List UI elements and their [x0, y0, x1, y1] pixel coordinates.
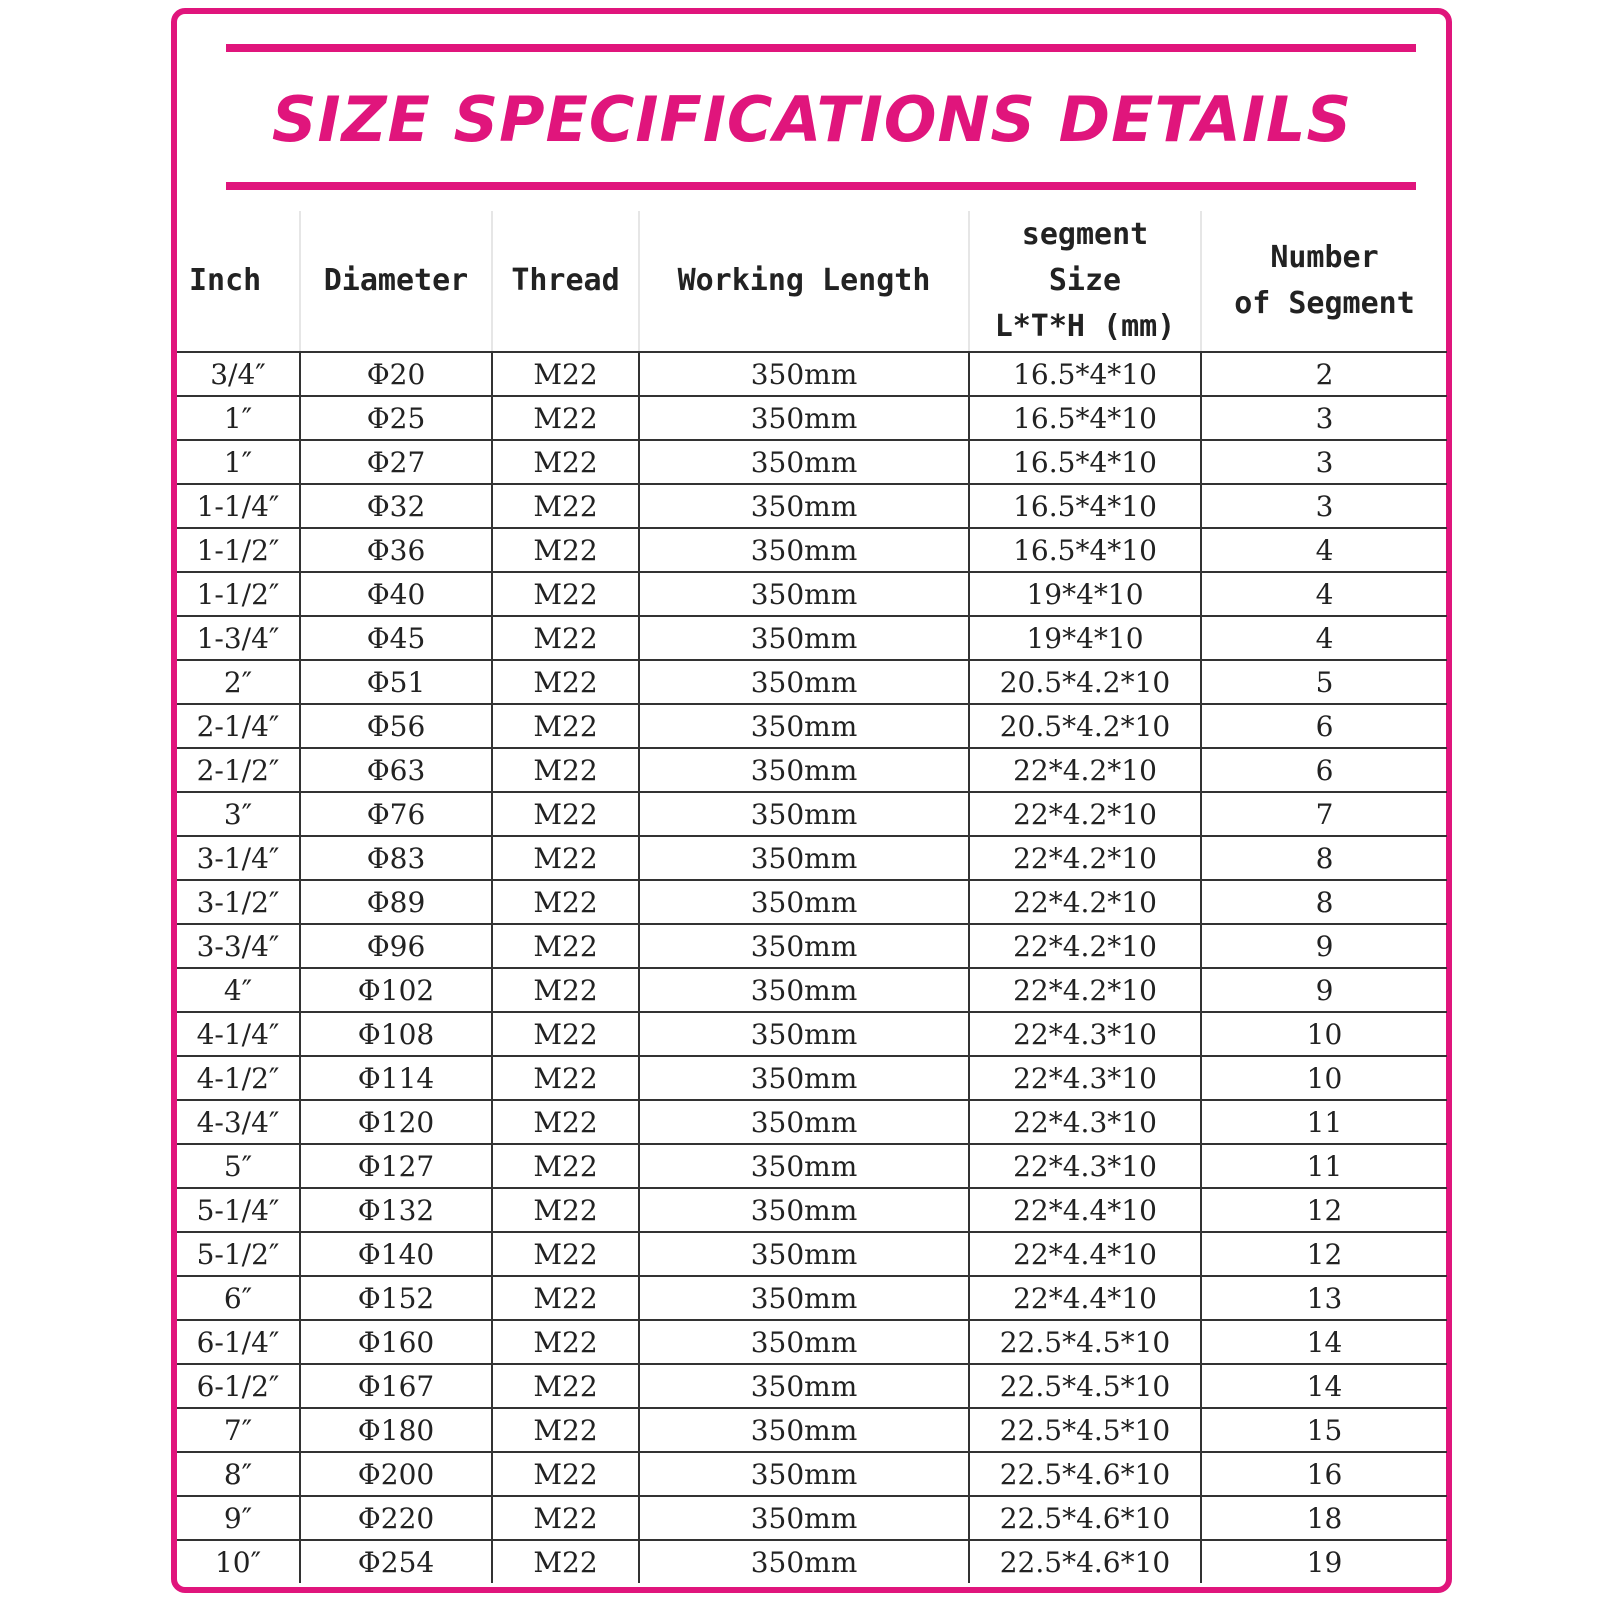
cell-thread: M22 [492, 1452, 639, 1496]
table-row [177, 1452, 1447, 1496]
cell-thread: M22 [492, 1056, 639, 1100]
cell-working-length: 350mm [639, 704, 969, 748]
cell-working-length: 350mm [639, 440, 969, 484]
cell-segment-size: 16.5*4*10 [969, 352, 1201, 396]
cell-thread: M22 [492, 484, 639, 528]
header-label-line: Diameter [323, 263, 469, 298]
table-row [177, 1276, 1447, 1320]
cell-inch: 4-1/4″ [177, 1012, 300, 1056]
header-diameter [300, 211, 492, 352]
cell-thread: M22 [492, 748, 639, 792]
cell-number-of-segment: 4 [1201, 528, 1447, 572]
cell-working-length: 350mm [639, 1188, 969, 1232]
header-thread [492, 211, 639, 352]
cell-thread: M22 [492, 704, 639, 748]
cell-diameter: Φ20 [300, 352, 492, 396]
cell-inch: 5-1/4″ [177, 1188, 300, 1232]
cell-diameter: Φ140 [300, 1232, 492, 1276]
cell-diameter: Φ83 [300, 836, 492, 880]
cell-segment-size: 22*4.3*10 [969, 1012, 1201, 1056]
cell-inch: 9″ [177, 1496, 300, 1540]
cell-thread: M22 [492, 440, 639, 484]
cell-thread: M22 [492, 1276, 639, 1320]
cell-diameter: Φ40 [300, 572, 492, 616]
cell-working-length: 350mm [639, 396, 969, 440]
cell-working-length: 350mm [639, 968, 969, 1012]
header-working-length [639, 211, 969, 352]
cell-number-of-segment: 6 [1201, 748, 1447, 792]
cell-number-of-segment: 10 [1201, 1056, 1447, 1100]
title-top-rule [226, 44, 1416, 52]
cell-number-of-segment: 9 [1201, 968, 1447, 1012]
table-row [177, 924, 1447, 968]
cell-working-length: 350mm [639, 1232, 969, 1276]
cell-thread: M22 [492, 1144, 639, 1188]
cell-segment-size: 22*4.4*10 [969, 1232, 1201, 1276]
cell-diameter: Φ25 [300, 396, 492, 440]
cell-inch: 5″ [177, 1144, 300, 1188]
cell-thread: M22 [492, 836, 639, 880]
cell-number-of-segment: 7 [1201, 792, 1447, 836]
cell-inch: 3-3/4″ [177, 924, 300, 968]
cell-thread: M22 [492, 572, 639, 616]
table-row [177, 660, 1447, 704]
table-row [177, 1496, 1447, 1540]
table-body [177, 352, 1447, 1583]
table-row [177, 1012, 1447, 1056]
cell-number-of-segment: 11 [1201, 1100, 1447, 1144]
cell-inch: 5-1/2″ [177, 1232, 300, 1276]
cell-diameter: Φ132 [300, 1188, 492, 1232]
cell-segment-size: 22.5*4.6*10 [969, 1540, 1201, 1583]
header-label-line: of Segment [1234, 286, 1415, 321]
cell-working-length: 350mm [639, 572, 969, 616]
cell-inch: 8″ [177, 1452, 300, 1496]
cell-segment-size: 22*4.2*10 [969, 836, 1201, 880]
cell-number-of-segment: 9 [1201, 924, 1447, 968]
size-spec-table [177, 211, 1447, 1583]
cell-thread: M22 [492, 1320, 639, 1364]
table-row [177, 440, 1447, 484]
page-title: SIZE SPECIFICATIONS DETAILS [271, 83, 1353, 156]
cell-inch: 10″ [177, 1540, 300, 1583]
cell-diameter: Φ152 [300, 1276, 492, 1320]
cell-number-of-segment: 19 [1306, 1545, 1343, 1579]
cell-working-length: 350mm [639, 924, 969, 968]
cell-segment-size: 22.5*4.5*10 [969, 1408, 1201, 1452]
cell-diameter: Φ167 [300, 1364, 492, 1408]
table-row [177, 1056, 1447, 1100]
cell-segment-size: 22*4.4*10 [969, 1276, 1201, 1320]
cell-working-length: 350mm [639, 1100, 969, 1144]
cell-inch: 1-1/4″ [177, 484, 300, 528]
header-label-line: Thread [511, 263, 620, 298]
table-row [177, 528, 1447, 572]
table-row [177, 792, 1447, 836]
cell-segment-size: 22*4.3*10 [969, 1056, 1201, 1100]
cell-diameter: Φ160 [300, 1320, 492, 1364]
cell-inch: 2″ [177, 660, 300, 704]
cell-diameter: Φ96 [300, 924, 492, 968]
cell-number-of-segment: 15 [1201, 1408, 1447, 1452]
cell-working-length: 350mm [639, 528, 969, 572]
cell-working-length: 350mm [639, 484, 969, 528]
cell-number-of-segment: 2 [1201, 352, 1447, 396]
cell-inch: 4-1/2″ [177, 1056, 300, 1100]
cell-thread: M22 [492, 924, 639, 968]
cell-thread: M22 [492, 792, 639, 836]
cell-working-length: 350mm [639, 616, 969, 660]
cell-diameter: Φ76 [300, 792, 492, 836]
cell-segment-size: 22.5*4.6*10 [969, 1496, 1201, 1540]
cell-segment-size: 19*4*10 [969, 616, 1201, 660]
table-header-row [177, 211, 1447, 352]
table-row [177, 484, 1447, 528]
cell-segment-size: 22*4.4*10 [969, 1188, 1201, 1232]
cell-segment-size: 22*4.2*10 [969, 748, 1201, 792]
table-row [177, 1144, 1447, 1188]
cell-thread: M22 [492, 616, 639, 660]
table-row [177, 880, 1447, 924]
cell-thread: M22 [492, 1100, 639, 1144]
table-row [177, 1408, 1447, 1452]
table-row [177, 352, 1447, 396]
cell-diameter: Φ36 [300, 528, 492, 572]
cell-number-of-segment: 8 [1201, 880, 1447, 924]
cell-thread: M22 [492, 1408, 639, 1452]
cell-thread: M22 [492, 660, 639, 704]
header-label-line: Size [1048, 263, 1122, 298]
cell-diameter: Φ102 [300, 968, 492, 1012]
cell-segment-size: 22*4.2*10 [969, 792, 1201, 836]
table-row [177, 1100, 1447, 1144]
cell-diameter: Φ180 [300, 1408, 492, 1452]
cell-diameter: Φ63 [300, 748, 492, 792]
cell-segment-size: 22*4.3*10 [969, 1144, 1201, 1188]
cell-working-length: 350mm [639, 1012, 969, 1056]
cell-segment-size: 20.5*4.2*10 [969, 704, 1201, 748]
cell-thread: M22 [492, 1012, 639, 1056]
table-row [177, 968, 1447, 1012]
cell-inch: 6-1/4″ [177, 1320, 300, 1364]
cell-inch: 1″ [177, 440, 300, 484]
cell-thread: M22 [492, 1364, 639, 1408]
cell-inch: 1-1/2″ [177, 572, 300, 616]
cell-inch: 6-1/2″ [177, 1364, 300, 1408]
cell-thread: M22 [492, 1540, 639, 1583]
cell-thread: M22 [492, 1496, 639, 1540]
cell-inch: 4-3/4″ [177, 1100, 300, 1144]
header-segment-size [969, 211, 1201, 352]
table-row [177, 1540, 1447, 1583]
cell-thread: M22 [492, 1188, 639, 1232]
cell-inch: 1-1/2″ [177, 528, 300, 572]
title-bottom-rule [226, 182, 1416, 190]
table-row [177, 1364, 1447, 1408]
cell-working-length: 350mm [639, 1276, 969, 1320]
cell-diameter: Φ220 [300, 1496, 492, 1540]
cell-working-length: 350mm [639, 880, 969, 924]
cell-inch: 4″ [177, 968, 300, 1012]
cell-diameter: Φ56 [300, 704, 492, 748]
cell-number-of-segment: 3 [1201, 396, 1447, 440]
cell-diameter: Φ89 [300, 880, 492, 924]
table-row [177, 572, 1447, 616]
cell-diameter: Φ200 [300, 1452, 492, 1496]
cell-diameter: Φ127 [300, 1144, 492, 1188]
cell-segment-size: 22*4.3*10 [969, 1100, 1201, 1144]
cell-inch: 3/4″ [177, 352, 300, 396]
table-row [177, 1188, 1447, 1232]
cell-working-length: 350mm [639, 1320, 969, 1364]
cell-diameter: Φ27 [300, 440, 492, 484]
cell-diameter: Φ254 [300, 1540, 492, 1583]
cell-thread: M22 [492, 396, 639, 440]
cell-working-length: 350mm [639, 748, 969, 792]
cell-diameter: Φ120 [300, 1100, 492, 1144]
cell-diameter: Φ45 [300, 616, 492, 660]
cell-working-length: 350mm [639, 1452, 969, 1496]
cell-segment-size: 22.5*4.6*10 [969, 1452, 1201, 1496]
cell-number-of-segment: 6 [1201, 704, 1447, 748]
table-row [177, 1232, 1447, 1276]
cell-diameter: Φ51 [300, 660, 492, 704]
cell-inch: 1-3/4″ [177, 616, 300, 660]
cell-inch: 2-1/2″ [177, 748, 300, 792]
table-row [177, 616, 1447, 660]
cell-inch: 1″ [177, 396, 300, 440]
cell-number-of-segment: 5 [1201, 660, 1447, 704]
cell-working-length: 350mm [639, 1540, 969, 1583]
cell-thread: M22 [492, 528, 639, 572]
cell-working-length: 350mm [639, 1144, 969, 1188]
cell-working-length: 350mm [639, 1056, 969, 1100]
cell-segment-size: 20.5*4.2*10 [969, 660, 1201, 704]
cell-working-length: 350mm [639, 1364, 969, 1408]
header-inch [177, 211, 300, 352]
cell-segment-size: 22.5*4.5*10 [969, 1320, 1201, 1364]
cell-thread: M22 [492, 352, 639, 396]
cell-inch: 3-1/4″ [177, 836, 300, 880]
cell-segment-size: 22*4.2*10 [969, 924, 1201, 968]
table-row [177, 1320, 1447, 1364]
cell-number-of-segment: 14 [1201, 1320, 1447, 1364]
cell-segment-size: 22.5*4.5*10 [969, 1364, 1201, 1408]
cell-number-of-segment: 11 [1201, 1144, 1447, 1188]
cell-inch: 2-1/4″ [177, 704, 300, 748]
cell-number-of-segment: 12 [1201, 1232, 1447, 1276]
header-label-line: Inch [189, 263, 262, 298]
cell-thread: M22 [492, 1232, 639, 1276]
table-row [177, 836, 1447, 880]
cell-diameter: Φ32 [300, 484, 492, 528]
cell-segment-size: 16.5*4*10 [969, 528, 1201, 572]
cell-segment-size: 16.5*4*10 [969, 440, 1201, 484]
header-label-line: Number [1270, 240, 1379, 275]
cell-segment-size: 16.5*4*10 [969, 396, 1201, 440]
cell-diameter: Φ114 [300, 1056, 492, 1100]
header-label-line: Working Length [677, 263, 931, 298]
cell-number-of-segment: 18 [1201, 1496, 1447, 1540]
cell-segment-size: 22*4.2*10 [969, 880, 1201, 924]
cell-number-of-segment: 4 [1201, 572, 1447, 616]
cell-inch: 3-1/2″ [177, 880, 300, 924]
cell-number-of-segment: 12 [1201, 1188, 1447, 1232]
cell-inch: 3″ [177, 792, 300, 836]
cell-number-of-segment: 14 [1201, 1364, 1447, 1408]
cell-number-of-segment: 3 [1201, 484, 1447, 528]
table-row [177, 396, 1447, 440]
cell-segment-size: 22*4.2*10 [969, 968, 1201, 1012]
cell-segment-size: 19*4*10 [969, 572, 1201, 616]
cell-diameter: Φ108 [300, 1012, 492, 1056]
cell-number-of-segment: 10 [1201, 1012, 1447, 1056]
cell-working-length: 350mm [639, 1496, 969, 1540]
cell-working-length: 350mm [639, 792, 969, 836]
cell-number-of-segment: 3 [1201, 440, 1447, 484]
cell-number-of-segment: 13 [1201, 1276, 1447, 1320]
cell-thread: M22 [492, 880, 639, 924]
cell-number-of-segment: 8 [1201, 836, 1447, 880]
cell-working-length: 350mm [639, 836, 969, 880]
table-row [177, 704, 1447, 748]
cell-inch: 6″ [177, 1276, 300, 1320]
cell-number-of-segment: 4 [1201, 616, 1447, 660]
table-row [177, 748, 1447, 792]
header-label-line: L*T*H (mm) [994, 309, 1176, 344]
cell-inch: 7″ [177, 1408, 300, 1452]
header-number-of-segment [1201, 211, 1447, 352]
header-label-line: segment [1021, 217, 1149, 252]
cell-working-length: 350mm [639, 660, 969, 704]
cell-working-length: 350mm [639, 1408, 969, 1452]
cell-segment-size: 16.5*4*10 [969, 484, 1201, 528]
cell-working-length: 350mm [639, 352, 969, 396]
cell-thread: M22 [492, 968, 639, 1012]
cell-number-of-segment: 16 [1201, 1452, 1447, 1496]
